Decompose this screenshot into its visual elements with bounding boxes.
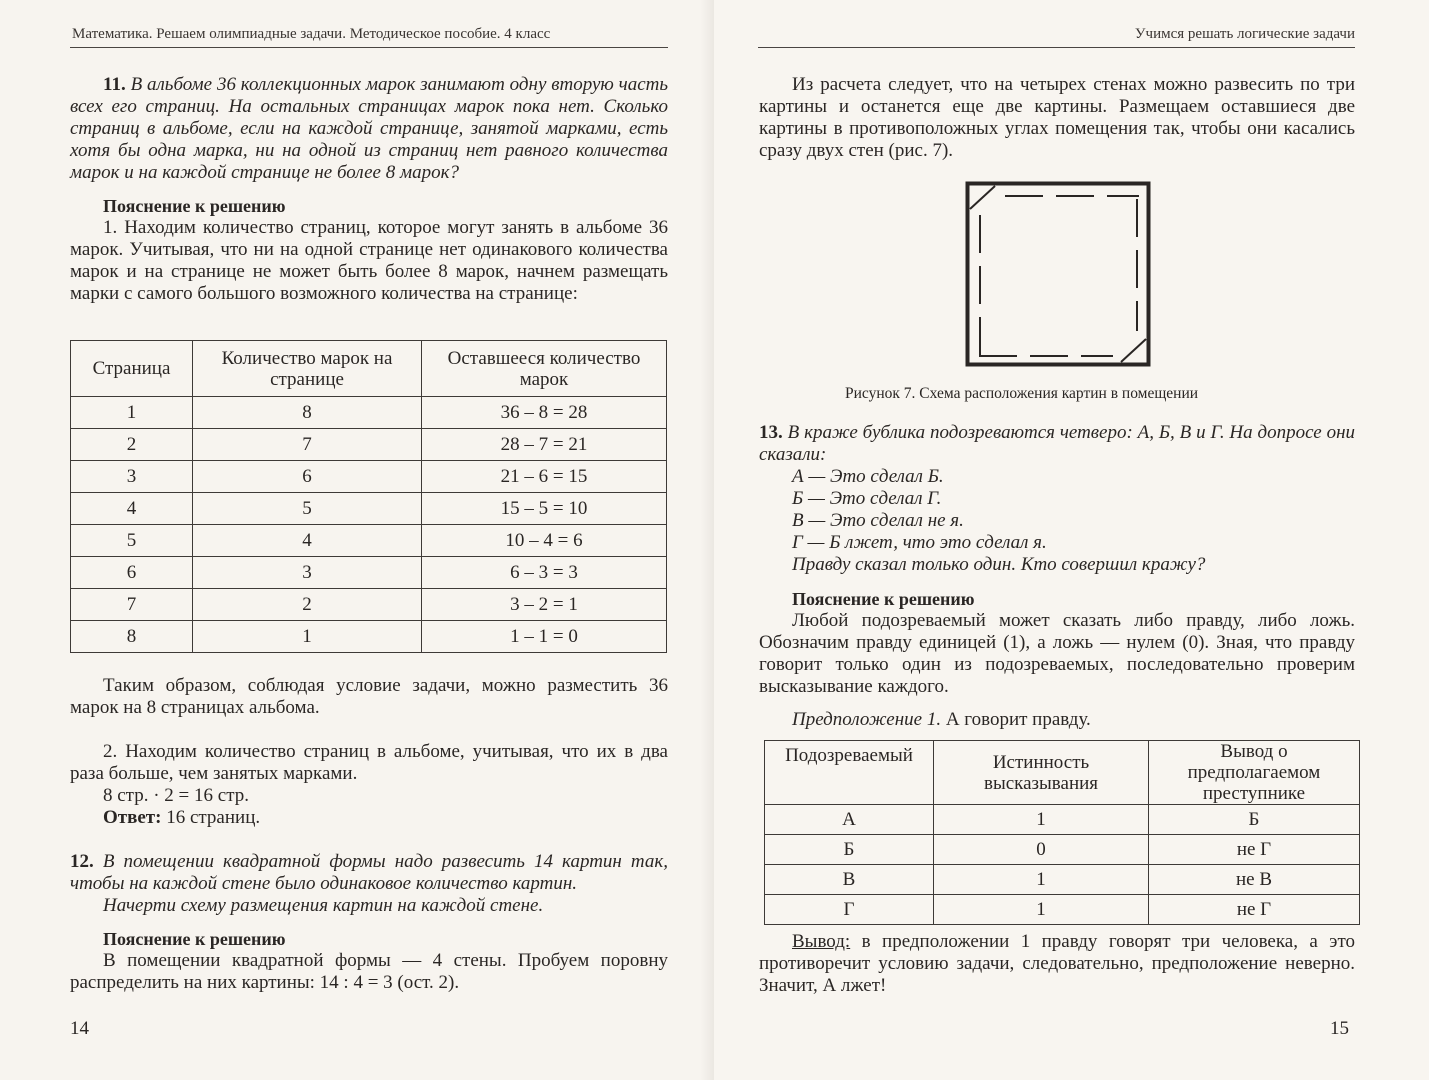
header-rule — [70, 47, 668, 48]
statement-a: А — Это сделал Б. — [792, 466, 944, 487]
problem-12-continued — [759, 74, 1355, 162]
table-row — [765, 805, 1360, 835]
table-row — [71, 589, 667, 621]
problem-12 — [70, 851, 668, 917]
header-rule — [758, 47, 1355, 48]
room-diagram — [965, 181, 1151, 367]
problem-13 — [759, 422, 1355, 576]
conclusion-text: в предположении 1 правду говорят три человека, а это противоречит условию задачи, следовательно, предположение неверно. Значит, А лжет! — [759, 931, 1355, 996]
cell: В — [765, 865, 934, 895]
assumption-label: Предположение 1. — [792, 709, 942, 730]
cell: 1 — [71, 397, 193, 429]
cell: 6 — [193, 461, 422, 493]
cell: 1 — [934, 805, 1149, 835]
cell: 2 — [71, 429, 193, 461]
cell: 21 – 6 = 15 — [422, 461, 667, 493]
cell: 36 – 8 = 28 — [422, 397, 667, 429]
cell: Б — [1149, 805, 1360, 835]
cell: 5 — [193, 493, 422, 525]
solution-11 — [70, 195, 668, 305]
cell: 1 — [934, 865, 1149, 895]
conclusion-11 — [70, 675, 668, 719]
solution-12 — [70, 928, 668, 994]
cell: Г — [765, 895, 934, 925]
cell: 4 — [193, 525, 422, 557]
cell: 1 — [934, 895, 1149, 925]
cell: 3 — [193, 557, 422, 589]
table-header: Оставшееся количество марок — [422, 341, 667, 397]
step-2-11 — [70, 741, 668, 829]
answer — [103, 807, 668, 829]
answer-value: 16 страниц. — [161, 807, 261, 828]
table-header: Количество марок на странице — [193, 341, 422, 397]
solution-heading: Пояснение к решению — [103, 196, 286, 216]
cell: 7 — [71, 589, 193, 621]
table-row — [765, 895, 1360, 925]
cell: 0 — [934, 835, 1149, 865]
cell: 8 — [193, 397, 422, 429]
cell: 10 – 4 = 6 — [422, 525, 667, 557]
table-row — [71, 429, 667, 461]
table-header: Подозреваемый — [765, 741, 934, 805]
cell: 2 — [193, 589, 422, 621]
running-head-right: Учимся решать логические задачи — [1134, 26, 1355, 42]
continuation-text: Из расчета следует, что на четырех стенах можно развесить по три картины и останется еще две картины. Размещаем оставшиеся две картины в противоположных углах помещения так, чтобы они касались сразу двух стен (рис. 7). — [759, 74, 1355, 161]
solution-heading: Пояснение к решению — [792, 589, 975, 609]
left-page — [0, 0, 714, 1080]
problem-task: Начерти схему размещения картин на каждой стене. — [103, 895, 544, 916]
cell: 28 – 7 = 21 — [422, 429, 667, 461]
cell: 7 — [193, 429, 422, 461]
table-header: Вывод о предполагаемом преступнике — [1149, 741, 1360, 805]
room-schema-icon — [965, 181, 1151, 367]
cell: не В — [1149, 865, 1360, 895]
solution-step-1: 1. Находим количество страниц, которое могут занять в альбоме 36 марок. Учитывая, что ни на одной странице нет одинакового количества марок и на странице не может быть более 8 марок, начнем размещать марки с самого большого возможного количества на странице: — [70, 217, 668, 304]
solution-13 — [759, 588, 1355, 731]
cell: А — [765, 805, 934, 835]
cell: не Г — [1149, 835, 1360, 865]
cell: не Г — [1149, 895, 1360, 925]
statement-b: Б — Это сделал Г. — [792, 488, 942, 509]
solution-heading: Пояснение к решению — [103, 929, 286, 949]
conclusion-text: Таким образом, соблюдая условие задачи, можно разместить 36 марок на 8 страницах альбома. — [70, 675, 668, 718]
problem-number: 11. — [103, 74, 126, 95]
cell: 6 – 3 = 3 — [422, 557, 667, 589]
problem-text: В помещении квадратной формы надо развесить 14 картин так, чтобы на каждой стене было одинаковое количество картин. — [70, 851, 669, 894]
calculation: 8 стр. · 2 = 16 стр. — [103, 785, 249, 806]
table-header: Страница — [71, 341, 193, 397]
answer-label: Ответ: — [103, 807, 162, 828]
problem-number: 13. — [759, 422, 783, 443]
page-number: 15 — [1330, 1018, 1349, 1039]
cell: 4 — [71, 493, 193, 525]
cell: 8 — [71, 621, 193, 653]
cell: 1 – 1 = 0 — [422, 621, 667, 653]
problem-text: В краже бублика подозреваются четверо: А, Б, В и Г. На допросе они сказали: — [759, 422, 1356, 465]
cell: 3 – 2 = 1 — [422, 589, 667, 621]
problem-number: 12. — [70, 851, 94, 872]
table-row — [71, 557, 667, 589]
table-row — [71, 525, 667, 557]
cell: 15 – 5 = 10 — [422, 493, 667, 525]
right-page — [714, 0, 1429, 1080]
figure-caption: Рисунок 7. Схема расположения картин в помещении — [845, 385, 1199, 402]
solution-text: Любой подозреваемый может сказать либо правду, либо ложь. Обозначим правду единицей (1), а ложь — нулем (0). Зная, что правду говорит только один из подозреваемых, последовательно проверим высказывание каждого. — [759, 610, 1355, 697]
assumption — [792, 709, 1355, 731]
statement-g: Г — Б лжет, что это сделал я. — [792, 532, 1047, 553]
suspects-table — [764, 740, 1360, 925]
table-row — [71, 621, 667, 653]
solution-step-2: 2. Находим количество страниц в альбоме, учитывая, что их в два раза больше, чем занятых марками. — [70, 741, 668, 784]
cell: 1 — [193, 621, 422, 653]
conclusion-13 — [759, 931, 1355, 997]
solution-text: В помещении квадратной формы — 4 стены. Пробуем поровну распределить на них картины: 14 : 4 = 3 (ост. 2). — [70, 950, 668, 993]
cell: 3 — [71, 461, 193, 493]
cell: 5 — [71, 525, 193, 557]
cell: Б — [765, 835, 934, 865]
problem-text: В альбоме 36 коллекционных марок занимают одну вторую часть всех его страниц. На остальных страницах марок пока нет. Сколько страниц в альбоме, если на каждой странице, занятой марками, есть хотя бы одна марка, ни на одной из страниц нет равного количества марок и на каждой странице не более 8 марок? — [70, 74, 668, 183]
page-number: 14 — [70, 1018, 89, 1039]
stamps-table — [70, 340, 667, 653]
table-row — [71, 493, 667, 525]
table-header: Истинность высказывания — [934, 741, 1149, 805]
table-row — [765, 835, 1360, 865]
table-row — [71, 461, 667, 493]
cell: 6 — [71, 557, 193, 589]
assumption-text: А говорит правду. — [941, 709, 1091, 730]
question: Правду сказал только один. Кто совершил кражу? — [792, 554, 1206, 575]
table-row — [765, 865, 1360, 895]
statement-v: В — Это сделал не я. — [792, 510, 964, 531]
table-row — [71, 397, 667, 429]
running-head-left: Математика. Решаем олимпиадные задачи. Методическое пособие. 4 класс — [72, 26, 551, 42]
conclusion-label: Вывод: — [792, 931, 851, 952]
problem-11 — [70, 74, 668, 184]
